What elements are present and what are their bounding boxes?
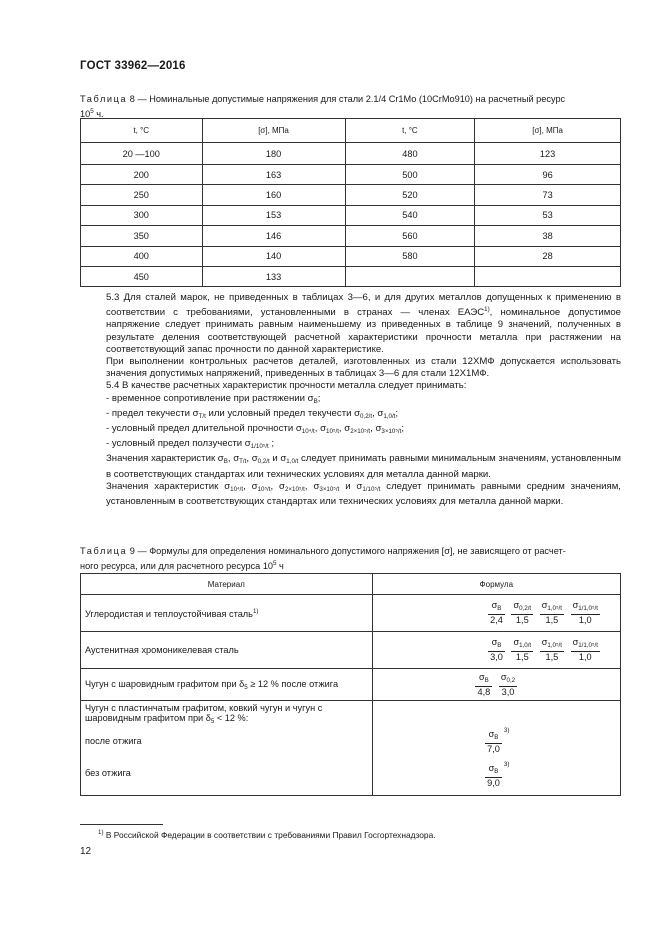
material-name: шаровидным графитом при δ [85,713,211,723]
footnote-text: В Российской Федерации в соответствии с требованиями Правил Госгортехнадзора. [103,830,436,840]
list-text: , σ [372,407,384,419]
subscript: 10⁴/t [301,428,315,436]
table-row [81,143,621,165]
table-cell: 146 [202,226,345,246]
formula-fraction [540,637,564,663]
formula-fraction [571,637,600,663]
material-cell [81,701,373,796]
denominator: 1,5 [515,615,529,625]
paragraph-text: Значения характеристик σ [106,453,224,465]
list-text: ; [268,438,275,450]
paragraph-text: 5.3 Для сталей марок, не приведенных в таблицах 3—6, и для других металлов допущенных к применению в соответствии с требованиями, установленными в странах — членах ЕАЭС [106,292,621,319]
table8-caption-line2-post: ч. [93,108,104,119]
numerator: σ [541,600,548,610]
numerator: σ [491,600,498,610]
table8-col-temp2: t, °C [345,119,475,143]
material-name: Углеродистая и теплоустойчивая сталь [85,608,253,619]
table9-col-formula: Формула [372,574,620,595]
subscript: 3×10⁵/t [381,428,402,436]
table-cell: 350 [81,226,203,246]
list-text: - временное сопротивление при растяжении σ [106,392,314,404]
table-row [81,669,621,701]
footnote-divider [80,824,163,825]
table8-header-row [81,119,621,143]
table-cell [345,266,475,286]
paragraph-values-mean [80,481,621,508]
list-item [80,438,621,453]
table9-caption-line2-post: ч [276,560,284,571]
table9 [80,573,621,796]
subscript: 0,2/t [519,605,532,612]
table-cell: 53 [475,205,621,225]
subscript: B [497,642,502,649]
subscript: 0,2/t [360,412,373,420]
table-cell: 123 [475,143,621,165]
formula-fraction [511,600,533,626]
subscript: 1,0⁵/t [547,642,562,649]
subscript: 1/10⁵/t [250,443,269,451]
table8-col-stress1: [σ], МПа [202,119,345,143]
paragraph-text: , σ [270,480,285,492]
table-row [81,632,621,669]
subscript: В [313,397,318,405]
subscript: 1/1,0⁵/t [578,605,598,612]
list-text: ; [317,392,321,404]
table-row [81,226,621,246]
formula-fraction [571,600,600,626]
table-row [81,185,621,205]
table-cell: 500 [345,165,475,185]
table-cell: 300 [81,205,203,225]
material-name: Чугун с пластинчатым графитом, ковкий чугун и чугун с [85,703,323,713]
subscript: 1,0/t [519,642,532,649]
material-name: ≥ 12 % после отжига [247,678,339,689]
formula-row [377,727,616,757]
paragraph-5-4 [80,380,621,392]
subscript: 10⁴/t [230,485,244,493]
numerator: σ [491,637,498,647]
list-item [80,408,621,423]
table-row [81,165,621,185]
table-cell: 560 [345,226,475,246]
subscript: 1/10⁵/t [362,485,381,493]
formula-fraction [488,600,505,626]
table-cell: 480 [345,143,475,165]
numerator: σ [488,762,495,773]
paragraph-5-3 [80,292,621,356]
denominator: 2,4 [490,615,503,625]
table-cell: 540 [345,205,475,225]
formula-cell [372,632,620,669]
table8-label: Таблица [80,94,128,104]
table-row [81,266,621,286]
table9-header-row [81,574,621,595]
formula-fraction [499,672,517,698]
subscript: 2×10⁵/t [350,428,371,436]
list-text: , σ [338,423,351,435]
paragraph-values-min [80,453,621,480]
subscript: В [223,458,228,466]
footnote-ref: 1) [252,607,259,615]
table-cell: 200 [81,165,203,185]
subscript: B [494,767,499,775]
footnote-ref: 3) [503,761,510,768]
subscript: 1,0⁵/t [547,605,562,612]
numerator: σ [500,671,507,682]
table9-caption-line2-pre: ного ресурса, или для расчетного ресурса 10 [80,560,274,571]
table-row [81,205,621,225]
sub-row-label: без отжига [85,768,131,778]
numerator: σ [541,637,548,647]
subscript: 5 [244,683,248,691]
table-cell [475,266,621,286]
list-text: - условный предел ползучести σ [106,438,251,450]
subscript: 1,0/t [286,458,299,466]
subscript: T/t [239,458,247,466]
numerator: σ [572,600,579,610]
paragraph-control: При выполнении контрольных расчетов деталей, изготовленных из стали 12ХМФ допускается использовать значения допустимых напряжений, приведенных в таблицах 3—6 для стали 12Х1МФ. [106,356,621,380]
table-cell: 133 [202,266,345,286]
table9-caption-line1: 9 — Формулы для определения номинального допустимого напряжения [σ], не зависящего от расчет- [129,546,566,556]
subscript: B [494,733,499,741]
list-item [80,423,621,438]
material-cell [81,632,373,669]
denominator: 1,5 [515,652,529,662]
paragraph-text: , σ [304,480,320,492]
table8-caption-line1: 8 — Номинальные допустимые напряжения для стали 2.1/4 Cr1Mo (10CrMo910) на расчетный ресурс [129,94,566,104]
material-cell [81,669,373,701]
table-cell: 96 [475,165,621,185]
body-text [80,292,621,508]
subscript: 10⁵/t [257,485,271,493]
footnote-ref: 3) [503,727,510,734]
subscript: 3×10⁵/t [319,485,340,493]
paragraph-text: , σ [246,453,258,465]
paragraph-text: следует принимать равными минимальным значениям, установленным в соответствующих стандартах или технических условиях для металла данной марки. [106,453,621,480]
subscript: 10⁵/t [326,428,339,436]
denominator: 1,0 [578,615,592,625]
formula-fraction [485,729,502,755]
table-cell: 400 [81,246,203,266]
list-text: или условный предел текучести σ [205,407,361,419]
paragraph-text: Значения характеристик σ [106,480,231,492]
table8-caption-line2-pre: 10 [80,108,91,119]
subscript: B [484,676,489,684]
list-text: ; [401,423,405,435]
table-cell: 450 [81,266,203,286]
table-cell: 250 [81,185,203,205]
table-cell: 153 [202,205,345,225]
formula-fraction [475,672,492,698]
list-text: - условный предел длительной прочности σ [106,423,302,435]
numerator: σ [572,637,579,647]
table-cell: 580 [345,246,475,266]
material-name-line2 [85,713,368,725]
subscript: 1/1,0⁵/t [578,642,598,649]
paragraph-text: следует принимать равными средним значениям, установленным в соответствующих стандартах или технических условиях для металла данной марки. [106,480,621,508]
table8 [80,118,621,287]
table-cell: 28 [475,246,621,266]
table-cell: 38 [475,226,621,246]
material-cell [81,595,373,632]
formula-fraction [485,763,502,789]
denominator: 4,8 [477,686,491,697]
table8-caption-sup: 5 [90,107,94,115]
table-cell: 73 [475,185,621,205]
numerator: σ [488,728,495,739]
subscript: B [497,605,502,612]
list-text: , σ [370,423,382,435]
paragraph-text: , σ [243,480,258,492]
table-row [81,595,621,632]
table8-col-temp1: t, °C [81,119,203,143]
paragraph-text: , номинальное допустимое напряжение следует принимать равным наименьшему из приведенных в таблице 9 значений, полученных в результате деления соответствующей расчетной характеристики прочности металла при растяжении на соответствующий запас прочности по данной характеристике. [106,307,621,355]
table8-caption [80,93,620,120]
material-name: Чугун с шаровидным графитом при δ [85,678,245,689]
subscript: 5 [210,718,215,725]
formula-cell [372,595,620,632]
denominator: 3,0 [501,686,515,697]
denominator: 1,5 [545,652,559,662]
table-cell: 520 [345,185,475,205]
footnote-ref: 1) [484,306,490,314]
material-name: Аустенитная хромоникелевая сталь [85,645,239,655]
paragraph-text: 5.4 В качестве расчетных характеристик прочности металла следует принимать: [106,380,467,392]
page-number: 12 [80,846,92,857]
list-text: - предел текучести σ [106,407,199,419]
numerator: σ [513,637,520,647]
denominator: 9,0 [487,777,500,788]
paragraph-text: и σ [269,453,287,465]
table8-col-stress2: [σ], МПа [475,119,621,143]
table9-caption [80,545,620,572]
subscript: 2×10⁵/t [284,485,305,493]
formula-fraction [540,600,564,626]
table-row [81,701,621,796]
denominator: 1,0 [578,652,592,662]
list-item [80,393,621,408]
footnote [98,829,436,840]
list-text: , σ [314,423,327,435]
denominator: 7,0 [487,743,500,754]
footnote-mark: 1) [98,829,104,836]
paragraph-text: , σ [227,453,240,465]
denominator: 1,5 [545,615,559,625]
sub-row-label: после отжига [85,736,142,746]
table-row [81,246,621,266]
table-cell: 180 [202,143,345,165]
table9-caption-sup: 5 [273,559,277,567]
table-cell: 20 —100 [81,143,203,165]
formula-cell [372,701,620,796]
subscript: 0,2/t [257,458,270,466]
formula-row [377,757,616,795]
list-text: ; [395,407,399,419]
table9-label: Таблица [80,546,128,556]
formula-fraction [488,637,505,663]
formula-fraction [511,637,533,663]
table9-col-material: Материал [81,574,373,595]
numerator: σ [513,600,520,610]
subscript: T/t [198,412,206,420]
denominator: 3,0 [490,652,503,662]
numerator: σ [478,671,485,682]
table-cell: 163 [202,165,345,185]
subscript: 0,2 [506,676,516,684]
material-name: < 12 %: [214,713,249,723]
table-cell: 160 [202,185,345,205]
table-cell: 140 [202,246,345,266]
subscript: 1,0/t [383,412,396,420]
document-header: ГОСТ 33962—2016 [80,60,186,72]
formula-cell [372,669,620,701]
paragraph-text: и σ [339,480,363,492]
